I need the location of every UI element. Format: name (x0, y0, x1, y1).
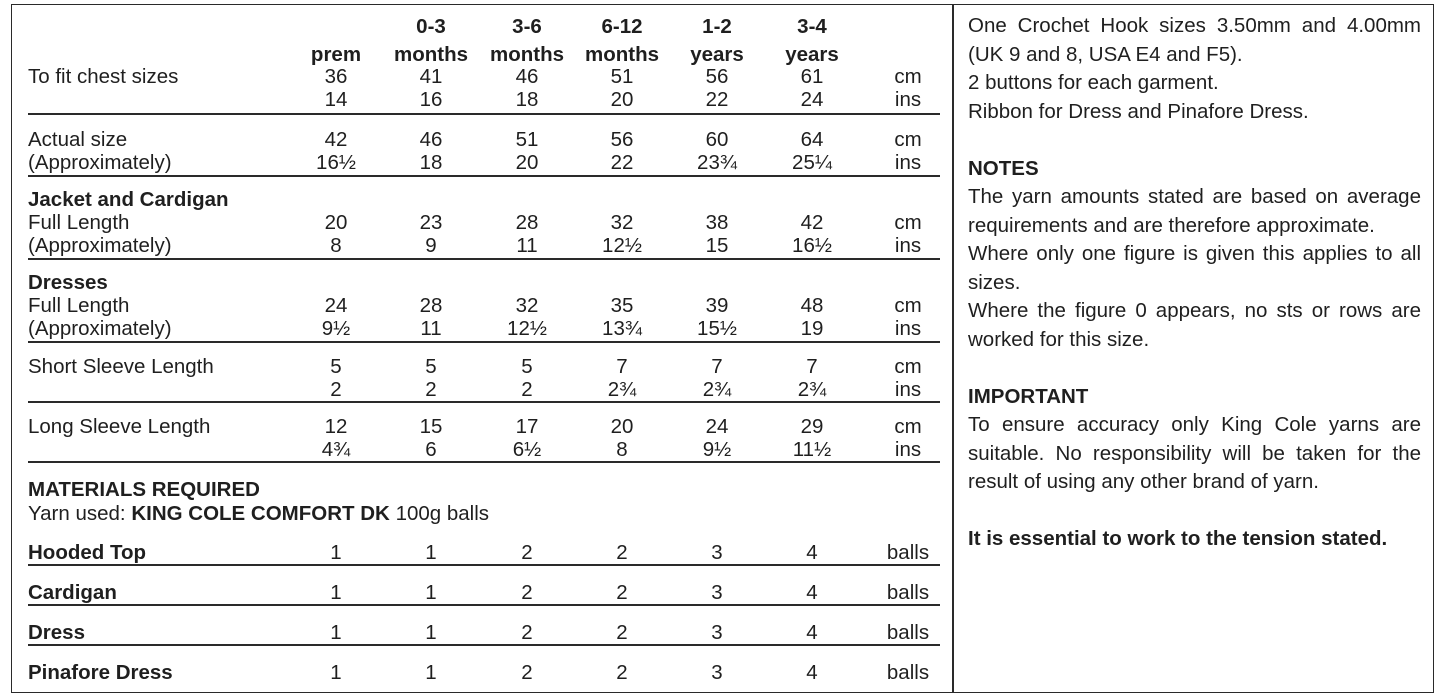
row-divider (28, 401, 940, 403)
row-divider (28, 564, 940, 566)
balls-value: 2 (521, 541, 533, 564)
row-divider (28, 604, 940, 606)
cm-value: 5 (425, 355, 437, 378)
note-text: The yarn amounts stated are based on average requirements and are therefore approximate. (968, 185, 1421, 237)
ins-value: 16½ (792, 234, 832, 257)
balls-value: 4 (806, 621, 818, 644)
ins-value: 16 (419, 88, 443, 111)
dresses-heading: Dresses (28, 271, 108, 294)
balls-value: 1 (330, 621, 342, 644)
balls-value: 2 (521, 661, 533, 684)
balls-value: 4 (806, 581, 818, 604)
ins-value: 2¾ (607, 378, 637, 401)
cm-value: 20 (324, 211, 348, 234)
balls-value: 4 (806, 661, 818, 684)
ins-value: 12½ (507, 317, 547, 340)
balls-value: 2 (616, 541, 628, 564)
cm-value: 51 (610, 65, 634, 88)
cm-value: 7 (711, 355, 723, 378)
balls-value: 3 (711, 541, 723, 564)
row-divider (28, 175, 940, 177)
size-header-bottom: prem (310, 43, 362, 66)
ins-value: 14 (324, 88, 348, 111)
ins-value: 11 (516, 234, 538, 257)
row-divider (28, 644, 940, 646)
ins-value: 18 (419, 151, 443, 174)
row-divider (28, 113, 940, 115)
ins-value: 25¼ (792, 151, 832, 174)
short-sleeve-label: Short Sleeve Length (28, 355, 214, 378)
size-header-top: 3-6 (512, 15, 542, 38)
materials-heading: MATERIALS REQUIRED (28, 478, 260, 501)
unit-cm: cm (894, 294, 922, 317)
balls-value: 1 (330, 581, 342, 604)
ins-value: 22 (610, 151, 634, 174)
ins-value: 8 (330, 234, 342, 257)
cm-value: 20 (610, 415, 634, 438)
ins-value: 4¾ (321, 438, 351, 461)
cm-value: 12 (324, 415, 348, 438)
balls-value: 2 (616, 581, 628, 604)
balls-value: 2 (616, 661, 628, 684)
ins-value: 15 (705, 234, 729, 257)
garment-name: Pinafore Dress (28, 661, 173, 684)
unit-cm: cm (894, 355, 922, 378)
row-divider (28, 258, 940, 260)
approx-label: (Approximately) (28, 234, 172, 257)
cm-value: 32 (610, 211, 634, 234)
ins-value: 13¾ (602, 317, 642, 340)
unit-balls: balls (886, 661, 930, 684)
size-header-bottom: months (489, 43, 565, 66)
cm-value: 29 (800, 415, 824, 438)
cm-value: 42 (324, 128, 348, 151)
column-divider (952, 4, 954, 693)
unit-ins: ins (894, 438, 922, 461)
ins-value: 22 (705, 88, 729, 111)
cm-value: 24 (705, 415, 729, 438)
cm-value: 60 (705, 128, 729, 151)
cm-value: 24 (324, 294, 348, 317)
ins-value: 2 (425, 378, 437, 401)
sizes-table (28, 0, 940, 700)
approx-label: (Approximately) (28, 151, 172, 174)
row-divider (28, 461, 940, 463)
balls-value: 1 (425, 661, 437, 684)
balls-value: 2 (616, 621, 628, 644)
ins-value: 20 (610, 88, 634, 111)
tension-note: It is essential to work to the tension stated. (968, 527, 1388, 550)
cm-value: 28 (419, 294, 443, 317)
unit-cm: cm (894, 128, 922, 151)
ins-value: 6½ (512, 438, 542, 461)
unit-ins: ins (894, 317, 922, 340)
balls-value: 3 (711, 621, 723, 644)
unit-ins: ins (894, 151, 922, 174)
yarn-suffix: 100g balls (395, 502, 490, 525)
garment-name: Dress (28, 621, 85, 644)
cm-value: 39 (705, 294, 729, 317)
yarn-used-line (28, 502, 489, 525)
yarn-prefix: Yarn used: (28, 502, 126, 525)
full-length-label: Full Length (28, 294, 130, 317)
cm-value: 48 (800, 294, 824, 317)
important-heading: IMPORTANT (968, 384, 1089, 408)
jacket-heading: Jacket and Cardigan (28, 188, 229, 211)
unit-cm: cm (894, 65, 922, 88)
ins-value: 9½ (702, 438, 732, 461)
note-text: Where the figure 0 appears, no sts or rows are worked for this size. (968, 299, 1421, 351)
cm-value: 15 (419, 415, 443, 438)
size-header-bottom: years (785, 43, 839, 66)
important-text: To ensure accuracy only King Cole yarns are suitable. No responsibility will be taken for the result of using any other brand of yarn. (968, 413, 1421, 493)
unit-ins: ins (894, 378, 922, 401)
chest-size-label: To fit chest sizes (28, 65, 179, 88)
full-length-label: Full Length (28, 211, 130, 234)
cm-value: 42 (800, 211, 824, 234)
hook-text: One Crochet Hook sizes 3.50mm and 4.00mm (UK 9 and 8, USA E4 and F5). (968, 14, 1421, 66)
cm-value: 32 (515, 294, 539, 317)
cm-value: 46 (515, 65, 539, 88)
cm-value: 23 (419, 211, 443, 234)
unit-ins: ins (894, 88, 922, 111)
balls-value: 1 (425, 621, 437, 644)
balls-value: 1 (425, 581, 437, 604)
cm-value: 56 (705, 65, 729, 88)
ins-value: 16½ (316, 151, 356, 174)
ins-value: 6 (425, 438, 437, 461)
cm-value: 64 (800, 128, 824, 151)
ins-value: 20 (515, 151, 539, 174)
ins-value: 9½ (321, 317, 351, 340)
ins-value: 19 (800, 317, 824, 340)
unit-ins: ins (894, 234, 922, 257)
cm-value: 38 (705, 211, 729, 234)
cm-value: 41 (419, 65, 443, 88)
size-header-bottom: months (393, 43, 469, 66)
balls-value: 1 (425, 541, 437, 564)
size-header-bottom: years (690, 43, 744, 66)
actual-size-label: Actual size (28, 128, 128, 151)
size-header-top: 3-4 (797, 15, 827, 38)
notes-heading: NOTES (968, 156, 1039, 180)
ribbon-text: Ribbon for Dress and Pinafore Dress. (968, 99, 1309, 123)
cm-value: 36 (324, 65, 348, 88)
unit-balls: balls (886, 541, 930, 564)
unit-cm: cm (894, 415, 922, 438)
garment-name: Cardigan (28, 581, 117, 604)
balls-value: 3 (711, 661, 723, 684)
cm-value: 5 (330, 355, 342, 378)
ins-value: 12½ (602, 234, 642, 257)
long-sleeve-label: Long Sleeve Length (28, 415, 211, 438)
cm-value: 46 (419, 128, 443, 151)
yarn-name: KING COLE COMFORT DK (131, 502, 390, 525)
cm-value: 7 (806, 355, 818, 378)
ins-value: 24 (800, 88, 824, 111)
buttons-text: 2 buttons for each garment. (968, 71, 1219, 94)
cm-value: 5 (521, 355, 533, 378)
cm-value: 61 (800, 65, 824, 88)
approx-label: (Approximately) (28, 317, 172, 340)
balls-value: 2 (521, 621, 533, 644)
ins-value: 15½ (697, 317, 737, 340)
size-header-top: 1-2 (702, 15, 732, 38)
ins-value: 18 (515, 88, 539, 111)
ins-value: 11½ (792, 438, 832, 461)
balls-value: 4 (806, 541, 818, 564)
unit-cm: cm (894, 211, 922, 234)
unit-balls: balls (886, 621, 930, 644)
ins-value: 2 (330, 378, 342, 401)
cm-value: 7 (616, 355, 628, 378)
balls-value: 2 (521, 581, 533, 604)
balls-value: 1 (330, 661, 342, 684)
balls-value: 1 (330, 541, 342, 564)
ins-value: 9 (425, 234, 437, 257)
cm-value: 56 (610, 128, 634, 151)
size-header-bottom: months (584, 43, 660, 66)
ins-value: 2¾ (797, 378, 827, 401)
ins-value: 8 (616, 438, 628, 461)
note-text: Where only one figure is given this applies to all sizes. (968, 242, 1421, 294)
balls-value: 3 (711, 581, 723, 604)
cm-value: 17 (515, 415, 539, 438)
cm-value: 51 (515, 128, 539, 151)
row-divider (28, 341, 940, 343)
ins-value: 2 (521, 378, 533, 401)
cm-value: 35 (610, 294, 634, 317)
unit-balls: balls (886, 581, 930, 604)
ins-value: 2¾ (702, 378, 732, 401)
cm-value: 28 (515, 211, 539, 234)
size-header-top: 0-3 (416, 15, 446, 38)
ins-value: 23¾ (697, 151, 737, 174)
garment-name: Hooded Top (28, 541, 147, 564)
notes-column (968, 12, 1421, 554)
size-header-top: 6-12 (601, 15, 643, 38)
ins-value: 11 (420, 317, 442, 340)
